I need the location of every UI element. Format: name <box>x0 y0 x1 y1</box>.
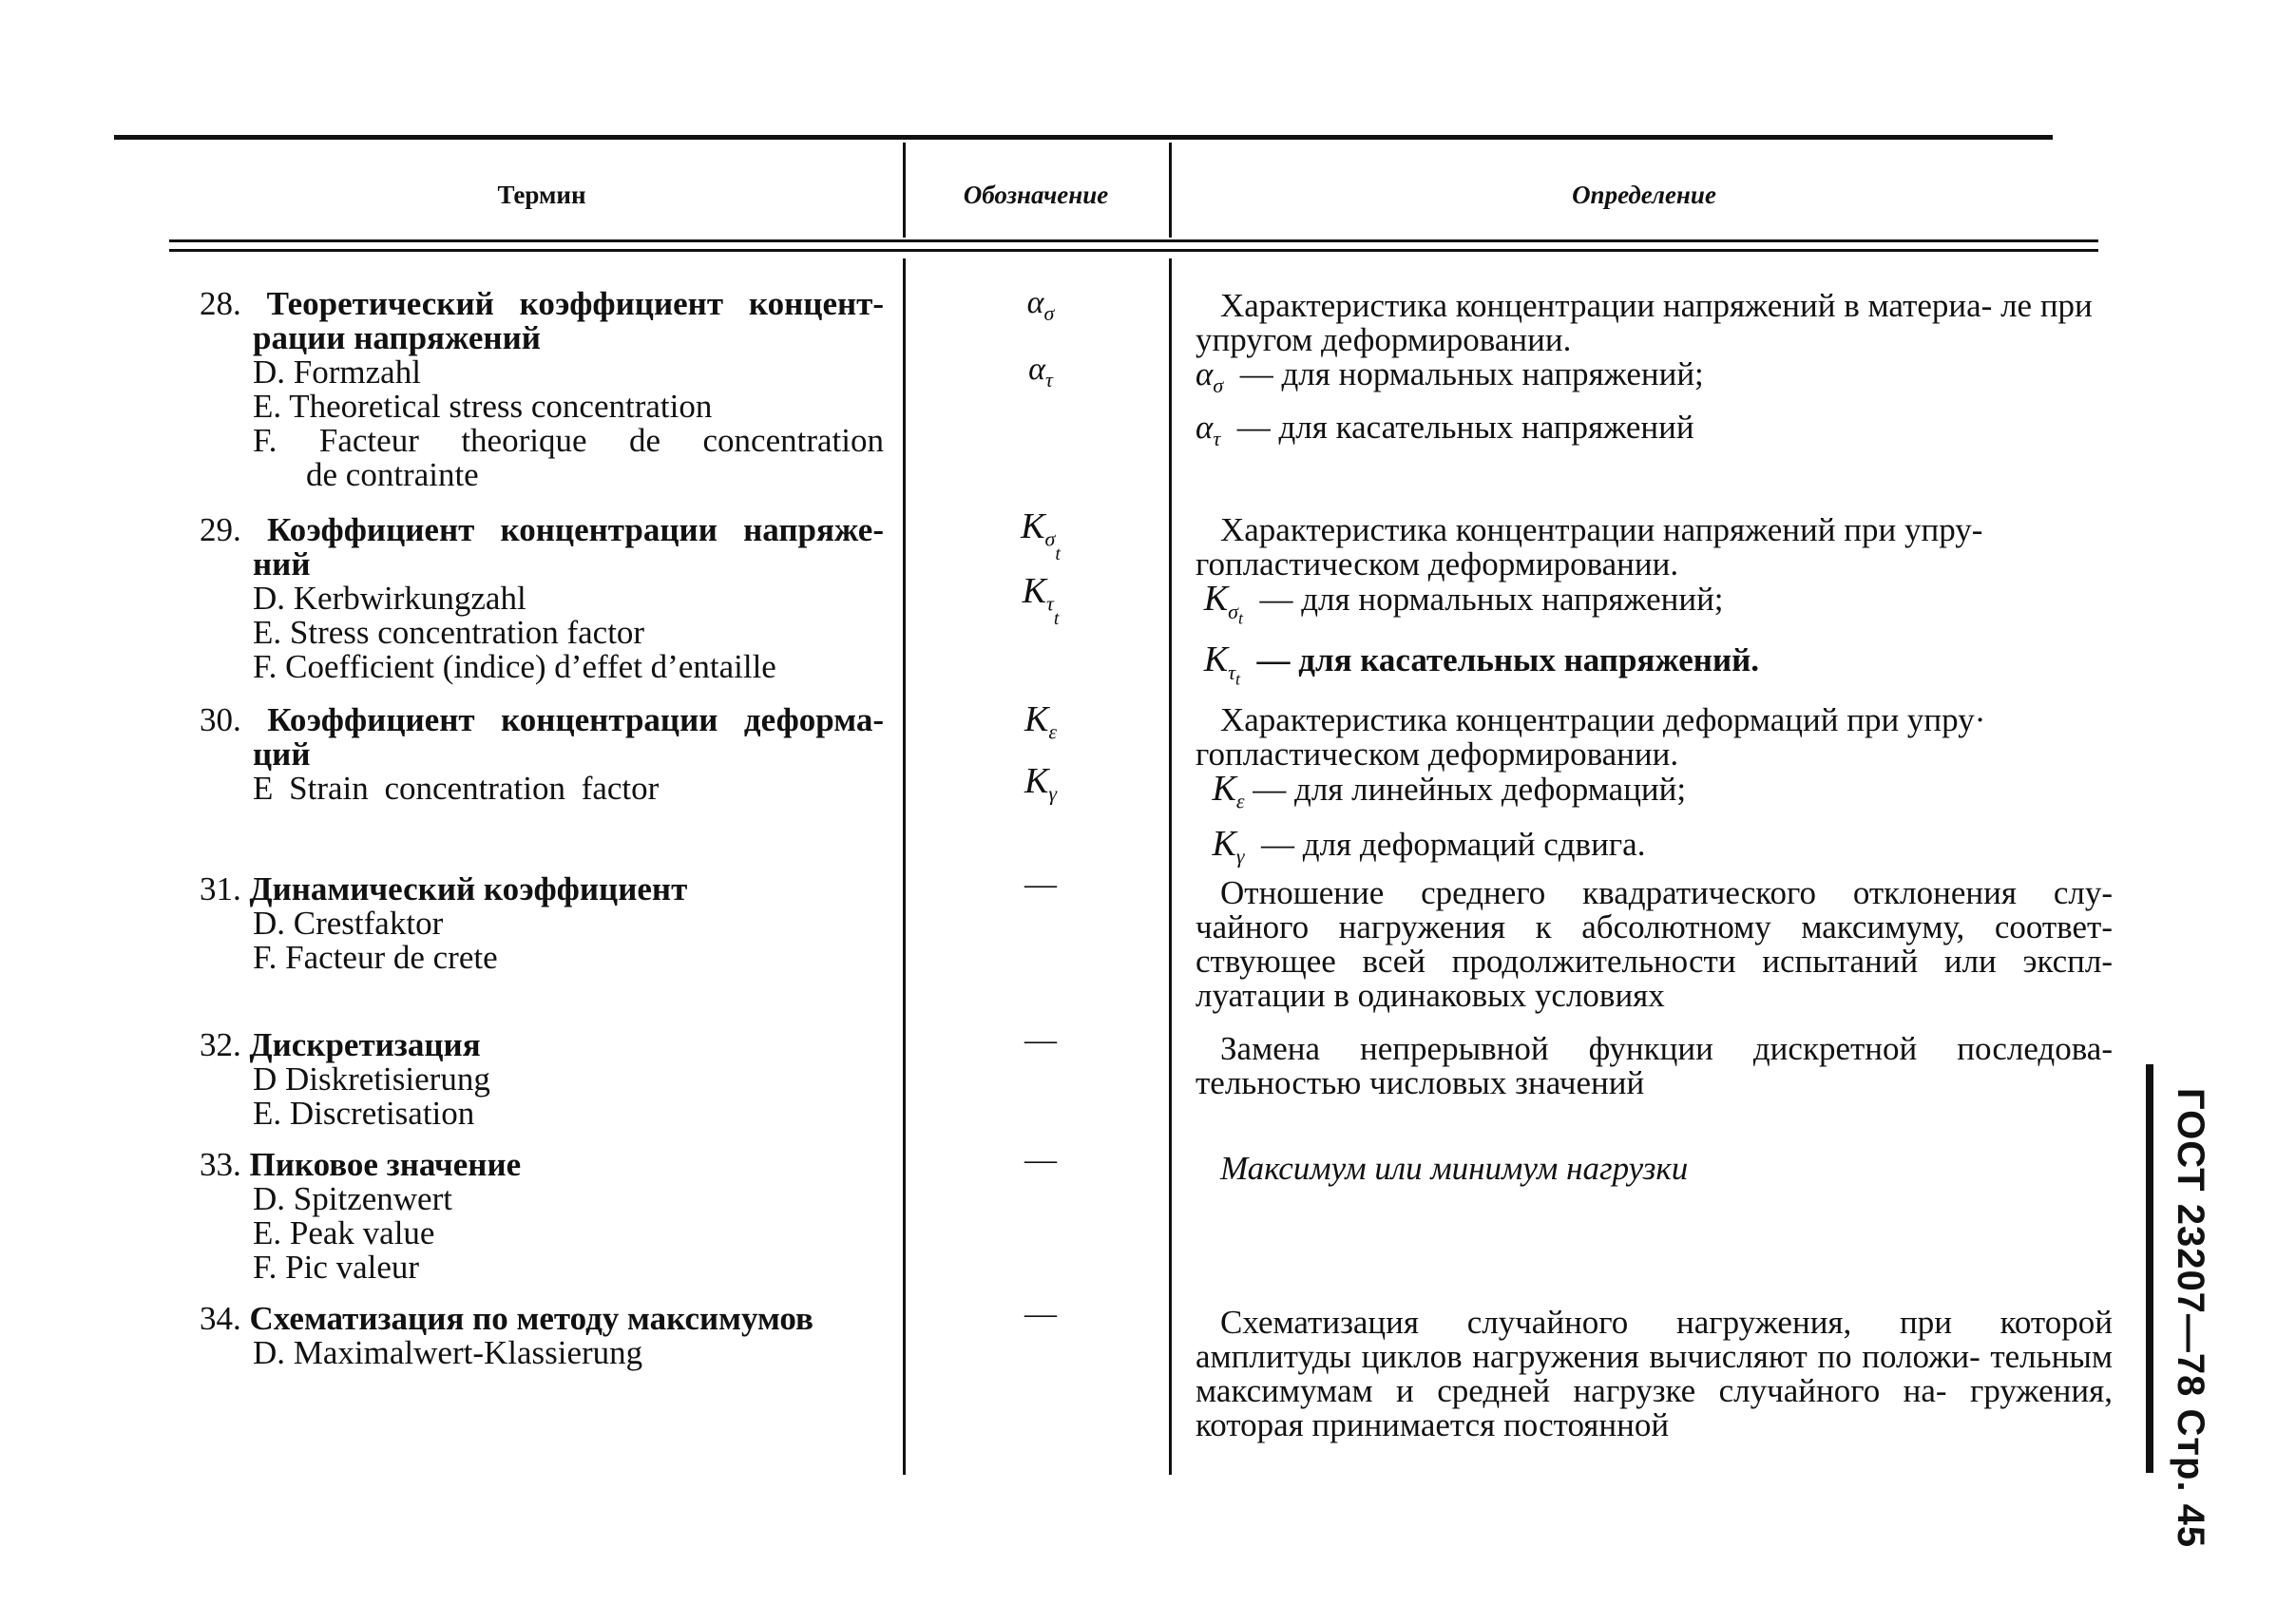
symbol-k-epsilon: $K_\varepsilon$ <box>1024 699 1058 744</box>
definition-34 <box>1196 1306 2113 1442</box>
term-30 <box>200 703 884 806</box>
symbol-k-tau-t: $K_{\tau t}$ <box>1022 571 1060 629</box>
term-lang-line: F. Pic valeur <box>253 1249 420 1286</box>
definition-text: Максимум или минимум нагрузки <box>1220 1150 1689 1187</box>
definition-33 <box>1196 1152 2113 1186</box>
term-number: 32. <box>200 1026 241 1063</box>
term-33 <box>200 1148 884 1285</box>
term-number: 30. <box>200 701 241 738</box>
term-number: 29. <box>200 511 241 548</box>
definition-28 <box>1196 289 2113 456</box>
side-page-label: ГОСТ 23207—78 Стр. 45 <box>2170 1088 2211 1549</box>
definition-29 <box>1196 513 2113 696</box>
term-lang-line: D Diskretisierung <box>253 1060 490 1098</box>
term-number: 31. <box>200 870 241 907</box>
col-sep-header-2 <box>1169 143 1172 238</box>
term-number: 28. <box>200 285 241 322</box>
header-definition: Определение <box>1572 181 1716 209</box>
symbol-dash: — <box>1024 867 1057 902</box>
term-lang-line: E. Peak value <box>253 1214 435 1251</box>
definition-subline: $K_{\tau_t}$ — для касательных напряжений. <box>1203 639 1760 688</box>
term-title: Коэффициент концентрации напряже- <box>267 511 884 548</box>
term-32 <box>200 1028 884 1131</box>
definition-30 <box>1196 703 2113 873</box>
definition-text: Характеристика концентрации напряжений в материа- ле при упругом деформировании. <box>1196 287 2093 358</box>
term-title-cont: ний <box>253 545 311 582</box>
definition-32 <box>1196 1032 2113 1100</box>
definition-subline: $K_{\sigma_t}$ — для нормальных напряжений; <box>1203 579 1724 627</box>
term-lang-line: F. Coefficient (indice) d’effet d’entaille <box>253 648 776 685</box>
term-lang-line: D. Kerbwirkungzahl <box>253 580 526 617</box>
header-term: Термин <box>497 181 586 209</box>
definition-text: Характеристика концентрации деформаций при упру· гопластическом деформировании. <box>1196 701 1986 773</box>
term-title: Пиковое значение <box>249 1146 522 1183</box>
term-34 <box>200 1302 903 1370</box>
definition-text: Характеристика концентрации напряжений при упру- гопластическом деформировании. <box>1196 511 1983 582</box>
term-lang-line: F. Facteur de crete <box>253 939 498 976</box>
header-rule-1 <box>169 239 2098 242</box>
term-title-cont: рации напряжений <box>253 319 541 356</box>
symbol-dash: — <box>1024 1296 1057 1331</box>
definition-subline: $\alpha_\tau$ — для касательных напряжений <box>1196 409 1694 450</box>
term-lang-line: de contrainte <box>306 456 479 493</box>
definition-subline: $\alpha_\sigma$ — для нормальных напряжений; <box>1196 355 1704 397</box>
col-sep-body-1 <box>903 258 906 1475</box>
symbol-alpha-sigma: $\alpha_\sigma$ <box>1026 285 1055 325</box>
term-title: Теоретический коэффициент концент- <box>266 285 884 322</box>
term-number: 33. <box>200 1146 241 1183</box>
symbol-dash: — <box>1024 1142 1057 1177</box>
term-lang-line: D. Formzahl <box>253 353 421 391</box>
term-lang-line: D. Crestfaktor <box>253 905 444 942</box>
definition-subline: $K_\gamma$ — для деформаций сдвига. <box>1212 823 1646 869</box>
term-lang-line: D. Spitzenwert <box>253 1180 452 1217</box>
definition-text: Замена непрерывной функции дискретной последова- тельностью числовых значений <box>1196 1030 2113 1101</box>
header-symbol: Обозначение <box>963 181 1109 209</box>
term-lang-line: E. Theoretical stress concentration <box>253 388 713 425</box>
definition-subline: $K_\varepsilon$ — для линейных деформаций; <box>1212 769 1687 813</box>
symbol-k-gamma: $K_\gamma$ <box>1024 761 1058 806</box>
table-top-rule <box>114 135 2053 140</box>
term-title-cont: ций <box>253 735 311 773</box>
term-29 <box>200 513 884 684</box>
side-bar <box>2146 1064 2153 1473</box>
term-31 <box>200 872 884 975</box>
definition-text: Схематизация случайного нагружения, при которой амплитуды циклов нагружения вычисляют по положи- тельным максимумам и средней нагрузке случайного на- гружения, которая принимается постоянной <box>1196 1304 2113 1443</box>
term-lang-line: F. Facteur theorique de concentration <box>253 422 884 459</box>
definition-31 <box>1196 876 2113 1013</box>
term-lang-line: E. Stress concentration factor <box>253 614 645 651</box>
symbol-alpha-tau: $\alpha_\tau$ <box>1028 352 1053 391</box>
term-title: Динамический коэффициент <box>249 870 688 907</box>
col-sep-header-1 <box>903 143 906 238</box>
term-title: Схематизация по методу максимумов <box>249 1300 813 1337</box>
header-rule-2 <box>169 249 2098 252</box>
term-title: Дискретизация <box>249 1026 481 1063</box>
term-lang-line: E. Discretisation <box>253 1095 475 1132</box>
symbol-dash: — <box>1024 1022 1057 1058</box>
symbol-k-sigma-t: $K_{\sigma t}$ <box>1021 506 1061 564</box>
term-title: Коэффициент концентрации деформа- <box>267 701 884 738</box>
term-lang-line: D. Maximalwert-Klassierung <box>253 1334 643 1371</box>
term-number: 34. <box>200 1300 241 1337</box>
term-28 <box>200 287 884 492</box>
definition-text: Отношение среднего квадратического отклонения слу- чайного нагружения к абсолютному максимуму, соответ- ствующее всей продолжительности испытаний или экспл- луатации в одинаковых условиях <box>1196 874 2113 1014</box>
term-lang-line: E Strain concentration factor <box>253 770 660 807</box>
col-sep-body-2 <box>1169 258 1172 1475</box>
